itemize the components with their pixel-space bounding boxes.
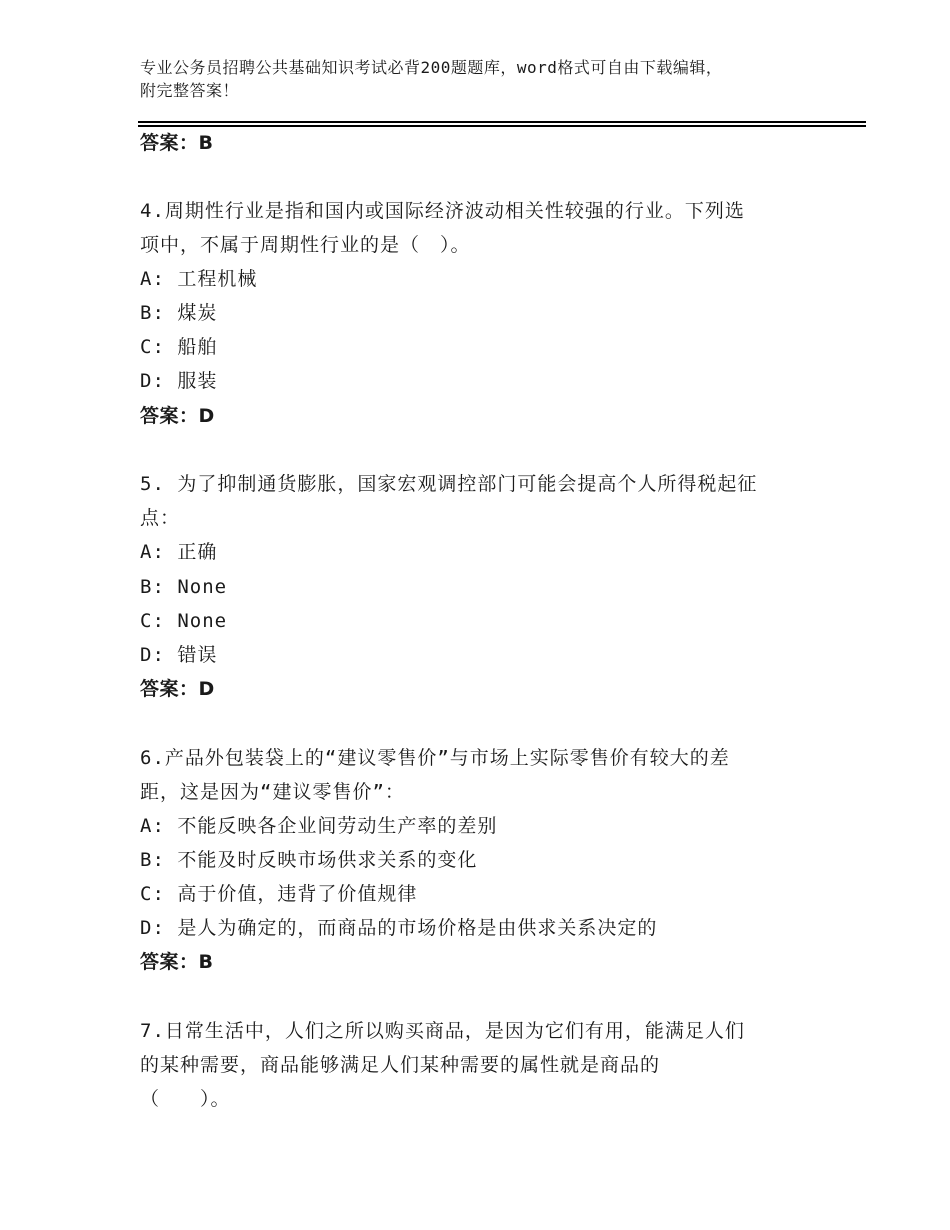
q5-option-a: A: 正确: [140, 541, 218, 563]
q6-option-c: C: 高于价值，违背了价值规律: [140, 883, 418, 905]
q4-option-c: C: 船舶: [140, 336, 218, 358]
q7-stem-line-1: 7.日常生活中，人们之所以购买商品，是因为它们有用，能满足人们: [140, 1020, 745, 1042]
q4-stem-line-1: 4.周期性行业是指和国内或国际经济波动相关性较强的行业。下列选: [140, 200, 745, 222]
q5-option-b: B: None: [140, 576, 228, 598]
answer-prev: 答案：B: [140, 132, 214, 154]
q5-stem-line-1: 5. 为了抑制通货膨胀，国家宏观调控部门可能会提高个人所得税起征: [140, 473, 758, 495]
header-title-line-1: 专业公务员招聘公共基础知识考试必背200题题库，word格式可自由下载编辑，: [140, 58, 723, 77]
q5-answer: 答案：D: [140, 678, 215, 700]
q5-stem-line-2: 点：: [140, 507, 181, 529]
q7-stem-line-2: 的某种需要，商品能够满足人们某种需要的属性就是商品的: [140, 1054, 661, 1076]
q4-stem-line-2: 项中，不属于周期性行业的是（ ）。: [140, 234, 471, 256]
q6-stem-line-2: 距，这是因为“建议零售价”：: [140, 781, 405, 803]
q4-answer: 答案：D: [140, 405, 215, 427]
q6-option-d: D: 是人为确定的，而商品的市场价格是由供求关系决定的: [140, 917, 658, 939]
q6-stem-line-1: 6.产品外包装袋上的“建议零售价”与市场上实际零售价有较大的差: [140, 747, 730, 769]
q6-option-b: B: 不能及时反映市场供求关系的变化: [140, 849, 478, 871]
q4-option-b: B: 煤炭: [140, 302, 218, 324]
header-divider-top: [138, 121, 866, 123]
q4-option-d: D: 服装: [140, 370, 218, 392]
q6-option-a: A: 不能反映各企业间劳动生产率的差别: [140, 815, 498, 837]
header-divider-bottom: [138, 125, 866, 127]
q5-option-d: D: 错误: [140, 644, 218, 666]
header-title-line-2: 附完整答案！: [140, 81, 240, 100]
q5-option-c: C: None: [140, 610, 228, 632]
page-header: [140, 56, 840, 102]
q7-stem-line-3: （ ）。: [140, 1088, 231, 1110]
q4-option-a: A: 工程机械: [140, 268, 258, 290]
q6-answer: 答案：B: [140, 951, 214, 973]
